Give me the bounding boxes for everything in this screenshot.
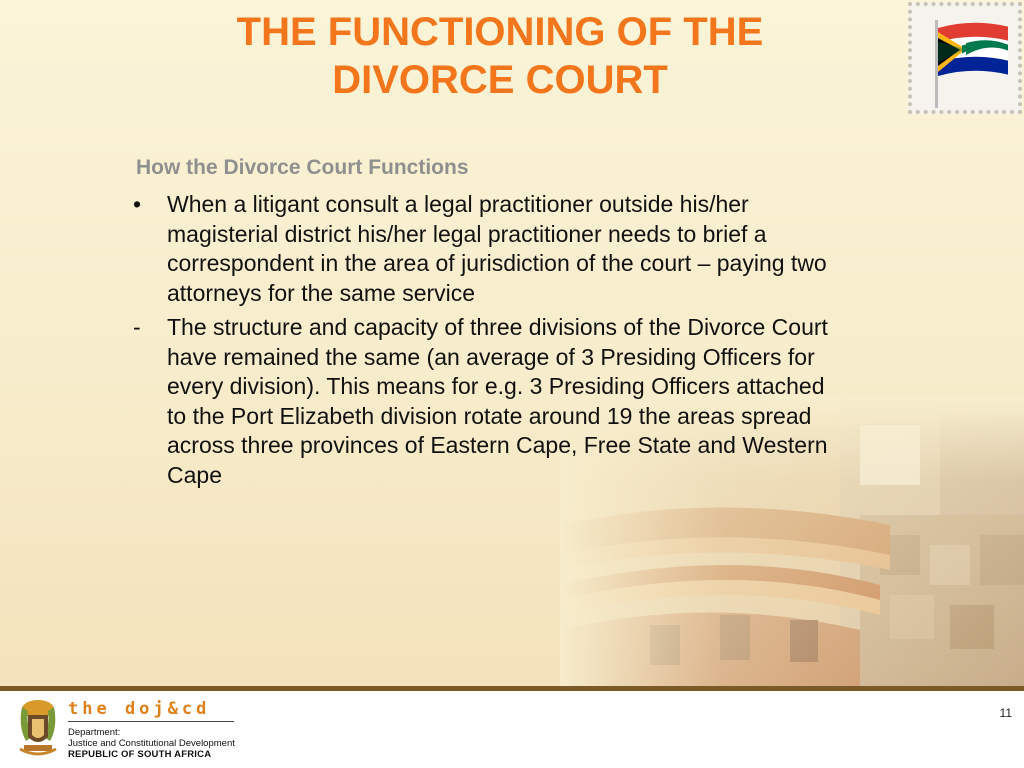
dept-line-3: REPUBLIC OF SOUTH AFRICA	[68, 749, 212, 760]
bullet-marker: -	[133, 314, 141, 340]
title-line-1: THE FUNCTIONING OF THE	[236, 10, 764, 54]
bullet-text: When a litigant consult a legal practitioner outside his/her magisterial district his/her legal practitioner needs to brief a correspondent in the area of jurisdiction of the court – paying two attorneys for the same service	[167, 191, 827, 306]
bullet-item	[130, 313, 850, 490]
coat-of-arms-icon	[14, 697, 62, 759]
brand-name: the doj&cd	[68, 699, 211, 719]
bullet-item	[130, 190, 850, 308]
dept-line-2: Justice and Constitutional Development	[68, 738, 235, 749]
department-block	[68, 727, 235, 760]
flag-frame	[908, 2, 1022, 114]
bullet-list	[130, 190, 850, 495]
slide-subtitle: How the Divorce Court Functions	[136, 156, 469, 179]
bullet-marker: •	[133, 191, 142, 217]
title-line-2: DIVORCE COURT	[332, 58, 668, 102]
slide-title	[140, 8, 860, 104]
page-number: 11	[999, 706, 1012, 720]
dept-line-1: Department:	[68, 727, 121, 738]
bullet-text: The structure and capacity of three divisions of the Divorce Court have remained the same (an average of 3 Presiding Officers for every division). This means for e.g. 3 Presiding Officers attached to the Port Elizabeth division rotate around 19 the areas spread across three provinces of Eastern Cape, Free State and Western Cape	[167, 314, 828, 488]
footer	[0, 691, 1024, 768]
south-africa-flag-icon	[912, 6, 1018, 110]
brand-rule	[68, 721, 234, 722]
